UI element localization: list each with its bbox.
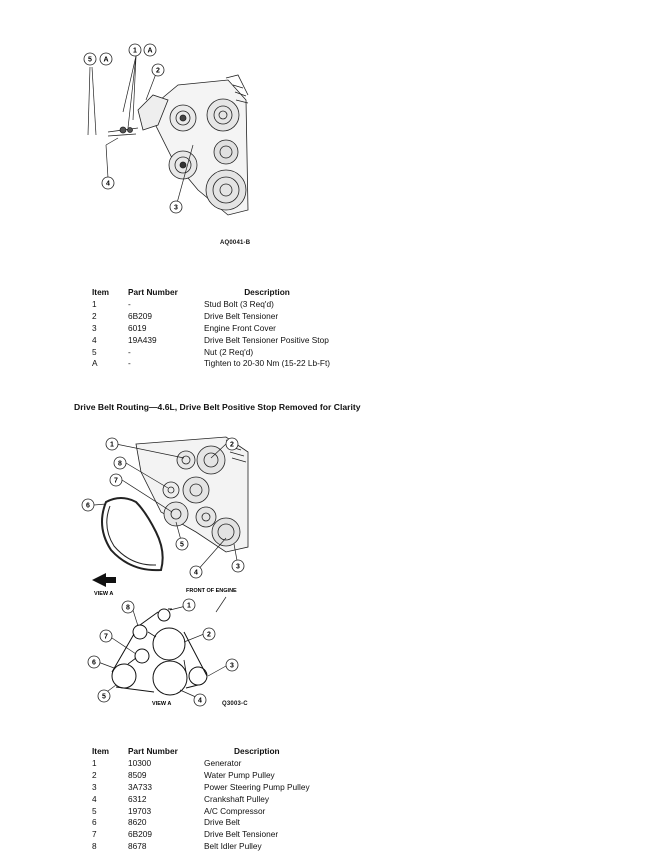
cell-part-number: - [128, 298, 131, 309]
cell-item: 1 [92, 757, 97, 768]
svg-text:2: 2 [207, 631, 211, 639]
callout-a [100, 53, 112, 65]
callout-2 [226, 438, 238, 450]
cell-part-number: 6019 [128, 322, 147, 333]
cell-part-number: 8678 [128, 841, 147, 852]
table-row [92, 840, 310, 852]
callout-8 [122, 601, 134, 613]
svg-text:3: 3 [236, 563, 240, 571]
callout-6 [82, 499, 94, 511]
cell-item: 1 [92, 298, 97, 309]
figure-1-tensioner-illustration [78, 40, 258, 250]
figure-1-code: AQ0041-B [220, 240, 251, 246]
cell-part-number: 3A733 [128, 781, 152, 792]
table-row [92, 816, 310, 828]
callout-a [144, 44, 156, 56]
cell-description: Nut (2 Req'd) [204, 346, 254, 357]
svg-text:8: 8 [118, 460, 122, 468]
svg-text:1: 1 [110, 441, 114, 449]
cell-description: Drive Belt Tensioner Positive Stop [204, 334, 329, 345]
cell-item: 5 [92, 346, 97, 357]
callout-6 [88, 656, 100, 668]
callout-5 [176, 538, 188, 550]
cell-item: 3 [92, 781, 97, 792]
cell-part-number: 19A439 [128, 334, 157, 345]
cell-description: A/C Compressor [204, 805, 266, 816]
svg-text:2: 2 [230, 441, 234, 449]
cell-item: A [92, 358, 98, 369]
callout-1 [129, 44, 141, 56]
table-row [92, 805, 310, 817]
callout-3 [232, 560, 244, 572]
svg-text:8: 8 [126, 604, 130, 612]
section-heading: Drive Belt Routing—4.6L, Drive Belt Positive Stop Removed for Clarity [74, 402, 361, 412]
cell-part-number: 10300 [128, 757, 152, 768]
engine-sketch-2 [102, 437, 248, 570]
table-row [92, 310, 330, 322]
svg-text:3: 3 [174, 204, 178, 212]
cell-item: 7 [92, 829, 97, 840]
table-row [92, 357, 330, 369]
cell-item: 4 [92, 334, 97, 345]
parts-table-2 [92, 745, 310, 852]
column-header-item: Item [92, 287, 110, 297]
table-header-row [92, 286, 330, 298]
table-row [92, 828, 310, 840]
cell-description: Water Pump Pulley [204, 769, 275, 780]
cell-item: 6 [92, 817, 97, 828]
callout-7 [100, 630, 112, 642]
cell-description: Generator [204, 757, 242, 768]
callout-1 [183, 599, 195, 611]
table-row [92, 298, 330, 310]
cell-item: 4 [92, 793, 97, 804]
cell-part-number: 8509 [128, 769, 147, 780]
callout-3 [170, 201, 182, 213]
figure-2-belt-routing-illustration [76, 432, 266, 712]
svg-text:3: 3 [230, 662, 234, 670]
callout-1 [106, 438, 118, 450]
column-header-description: Description [244, 287, 290, 297]
cell-description: Engine Front Cover [204, 322, 276, 333]
table-header-row [92, 745, 310, 757]
svg-text:7: 7 [114, 477, 118, 485]
callout-4 [190, 566, 202, 578]
cell-description: Belt Idler Pulley [204, 841, 262, 852]
svg-text:2: 2 [156, 67, 160, 75]
callout-2 [203, 628, 215, 640]
cell-part-number: 6B209 [128, 829, 152, 840]
column-header-part-number: Part Number [128, 746, 178, 756]
view-a-bottom-label: VIEW A [152, 701, 172, 707]
svg-text:7: 7 [104, 633, 108, 641]
view-a-label: VIEW A [94, 591, 114, 597]
svg-text:6: 6 [92, 659, 96, 667]
cell-description: Drive Belt Tensioner [204, 310, 279, 321]
front-of-engine-label: FRONT OF ENGINE [186, 588, 237, 594]
table-row [92, 346, 330, 358]
callout-7 [110, 474, 122, 486]
svg-text:1: 1 [187, 602, 191, 610]
callout-8 [114, 457, 126, 469]
svg-text:4: 4 [198, 697, 202, 705]
svg-text:A: A [103, 56, 109, 64]
column-header-description: Description [233, 746, 280, 756]
callout-5 [84, 53, 96, 65]
cell-description: Power Steering Pump Pulley [204, 781, 310, 792]
cell-item: 3 [92, 322, 97, 333]
svg-text:5: 5 [180, 541, 184, 549]
svg-text:1: 1 [133, 47, 137, 55]
cell-item: 2 [92, 769, 97, 780]
table-row [92, 322, 330, 334]
callout-5 [98, 690, 110, 702]
svg-text:5: 5 [88, 56, 92, 64]
cell-description: Crankshaft Pulley [204, 793, 270, 804]
cell-item: 5 [92, 805, 97, 816]
callout-3 [226, 659, 238, 671]
cell-description: Stud Bolt (3 Req'd) [204, 298, 274, 309]
column-header-part-number: Part Number [128, 287, 178, 297]
table-row [92, 757, 310, 769]
callout-4 [102, 177, 114, 189]
cell-part-number: 8620 [128, 817, 147, 828]
cell-description: Drive Belt Tensioner [204, 829, 279, 840]
svg-text:6: 6 [86, 502, 90, 510]
figure-2-code: Q3003-C [222, 701, 248, 707]
cell-description: Tighten to 20-30 Nm (15-22 Lb-Ft) [204, 358, 331, 369]
view-a-arrow [92, 573, 116, 587]
callout-4 [194, 694, 206, 706]
svg-text:4: 4 [194, 569, 198, 577]
svg-text:A: A [147, 47, 153, 55]
table-row [92, 334, 330, 346]
cell-part-number: 19703 [128, 805, 152, 816]
column-header-item: Item [92, 746, 110, 756]
cell-item: 2 [92, 310, 97, 321]
table-row [92, 781, 310, 793]
table-row [92, 793, 310, 805]
svg-text:4: 4 [106, 180, 110, 188]
cell-part-number: - [128, 358, 131, 369]
cell-part-number: - [128, 346, 131, 357]
cell-part-number: 6312 [128, 793, 147, 804]
table-row [92, 769, 310, 781]
parts-table-1 [92, 286, 330, 369]
svg-text:5: 5 [102, 693, 106, 701]
callout-2 [152, 64, 164, 76]
cell-description: Drive Belt [204, 817, 240, 828]
engine-sketch-1 [108, 75, 248, 215]
belt-schematic [112, 609, 207, 695]
cell-part-number: 6B209 [128, 310, 152, 321]
cell-item: 8 [92, 841, 97, 852]
